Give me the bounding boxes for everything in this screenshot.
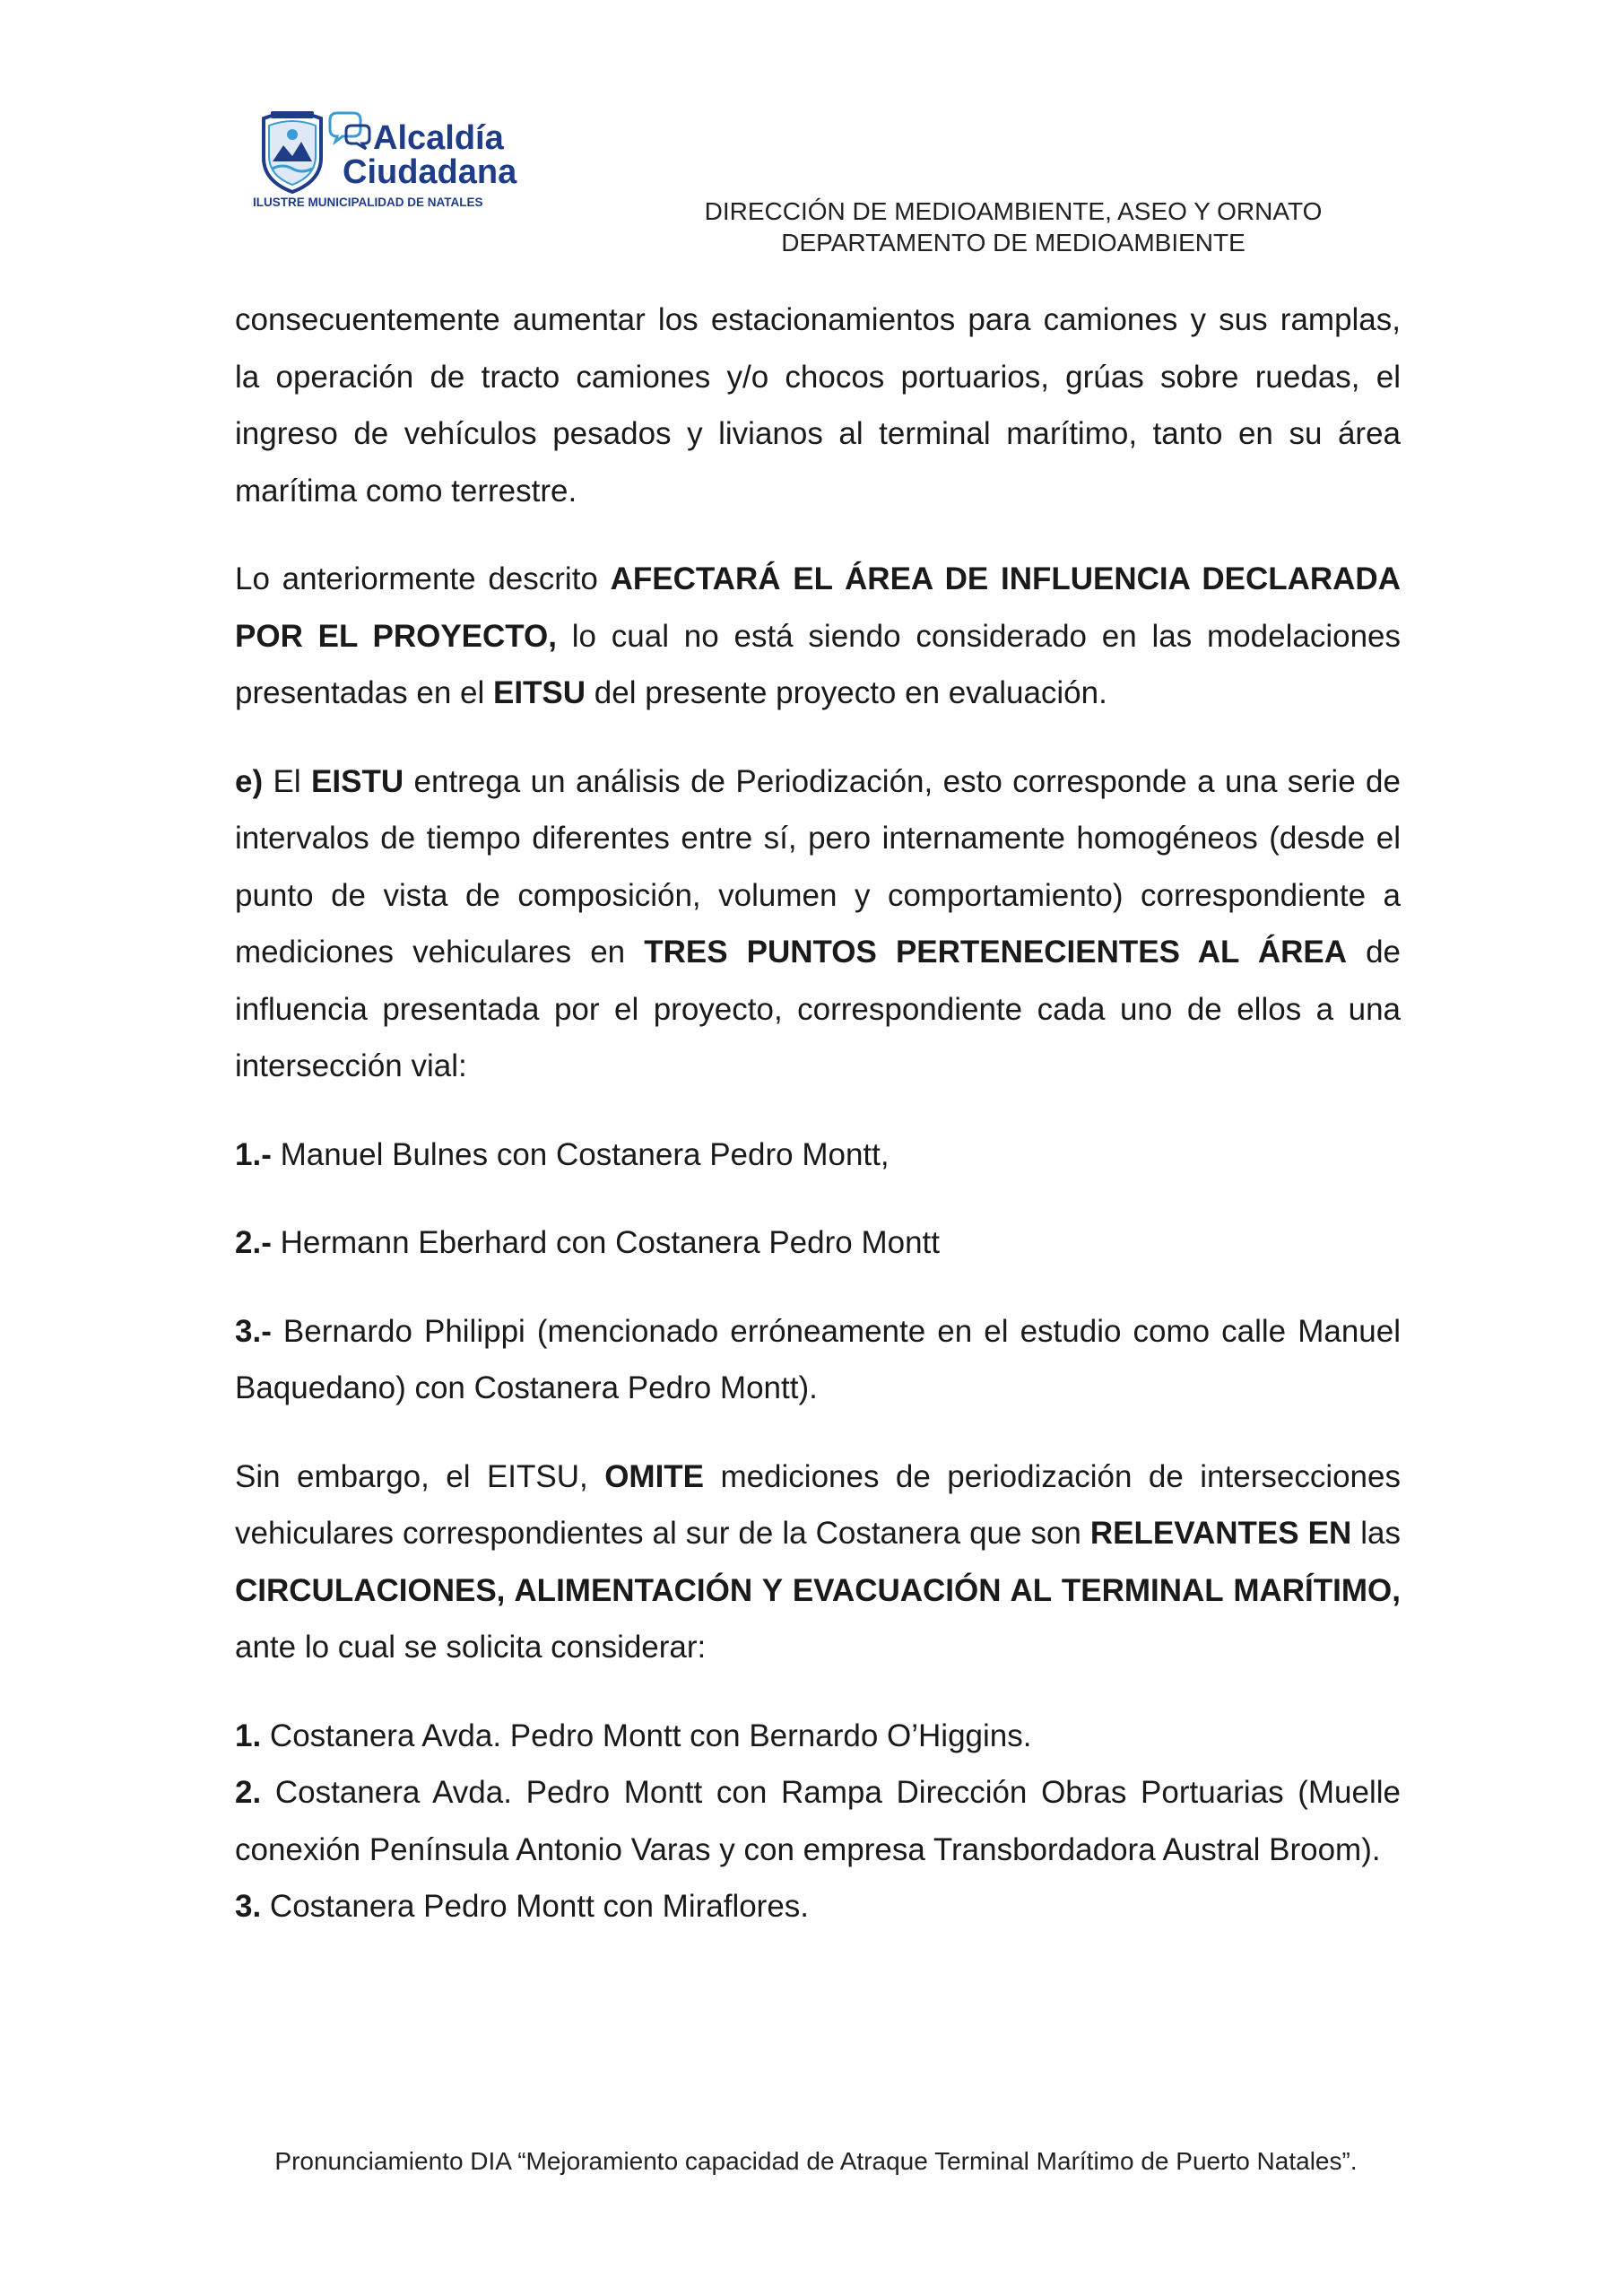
paragraph-2: Lo anteriormente descrito AFECTARÁ EL ÁREA DE INFLUENCIA DECLARADA POR EL PROYECTO, lo cual no está siendo considerado en las modelaciones presentadas en el EITSU del presente proyecto en evaluación. xyxy=(235,561,1401,710)
paragraph-3: e) El EISTU entrega un análisis de Periodización, esto corresponde a una serie de intervalos de tiempo diferentes entre sí, pero internamente homogéneos (desde el punto de vista de composición, volumen y comportamiento) correspondiente a mediciones vehiculares en TRES PUNTOS PERTENECIENTES AL ÁREA de influencia presentada por el proyecto, correspondiente cada uno de ellos a una intersección vial: xyxy=(235,763,1402,1083)
direction-title: DIRECCIÓN DE MEDIOAMBIENTE, ASEO Y ORNATO xyxy=(704,197,1323,225)
coat-of-arms-icon xyxy=(264,111,321,192)
speech-bubbles-icon xyxy=(330,113,369,149)
header-department xyxy=(664,196,1363,258)
list-item: 2.- Hermann Eberhard con Costanera Pedro Montt xyxy=(235,1225,940,1260)
department-title: DEPARTAMENTO DE MEDIOAMBIENTE xyxy=(781,229,1245,257)
municipality-logo xyxy=(253,108,540,211)
list-item: 1. Costanera Avda. Pedro Montt con Bernardo O’Higgins. xyxy=(235,1718,1032,1753)
document-body xyxy=(235,291,1401,1935)
logo-subtitle: ILUSTRE MUNICIPALIDAD DE NATALES xyxy=(253,196,483,209)
logo-graphic xyxy=(253,108,540,211)
list-item: 2. Costanera Avda. Pedro Montt con Rampa Dirección Obras Portuarias (Muelle conexión Península Antonio Varas y con empresa Transbordadora Austral Broom). xyxy=(235,1775,1401,1867)
page-footer: Pronunciamiento DIA “Mejoramiento capacidad de Atraque Terminal Marítimo de Puerto Natales”. xyxy=(274,2147,1358,2175)
brand-line2: Ciudadana xyxy=(343,153,517,191)
paragraph-1: consecuentemente aumentar los estacionamientos para camiones y sus ramplas, la operación de tracto camiones y/o chocos portuarios, grúas sobre ruedas, el ingreso de vehículos pesados y livianos al terminal marítimo, tanto en su área marítima como terrestre. xyxy=(235,302,1401,509)
list-item: 3.- Bernardo Philippi (mencionado erróneamente en el estudio como calle Manuel Baquedano) con Costanera Pedro Montt). xyxy=(235,1313,1401,1405)
list-item: 3. Costanera Pedro Montt con Miraflores. xyxy=(235,1889,810,1924)
paragraph-4: Sin embargo, el EITSU, OMITE mediciones de periodización de intersecciones vehiculares correspondientes al sur de la Costanera que son RELEVANTES EN las CIRCULACIONES, ALIMENTACIÓN Y EVACUACIÓN AL TERMINAL MARÍTIMO, ante lo cual se solicita considerar: xyxy=(235,1458,1401,1665)
brand-line1: Alcaldía xyxy=(373,119,504,157)
list-item: 1.- Manuel Bulnes con Costanera Pedro Montt, xyxy=(235,1136,890,1172)
